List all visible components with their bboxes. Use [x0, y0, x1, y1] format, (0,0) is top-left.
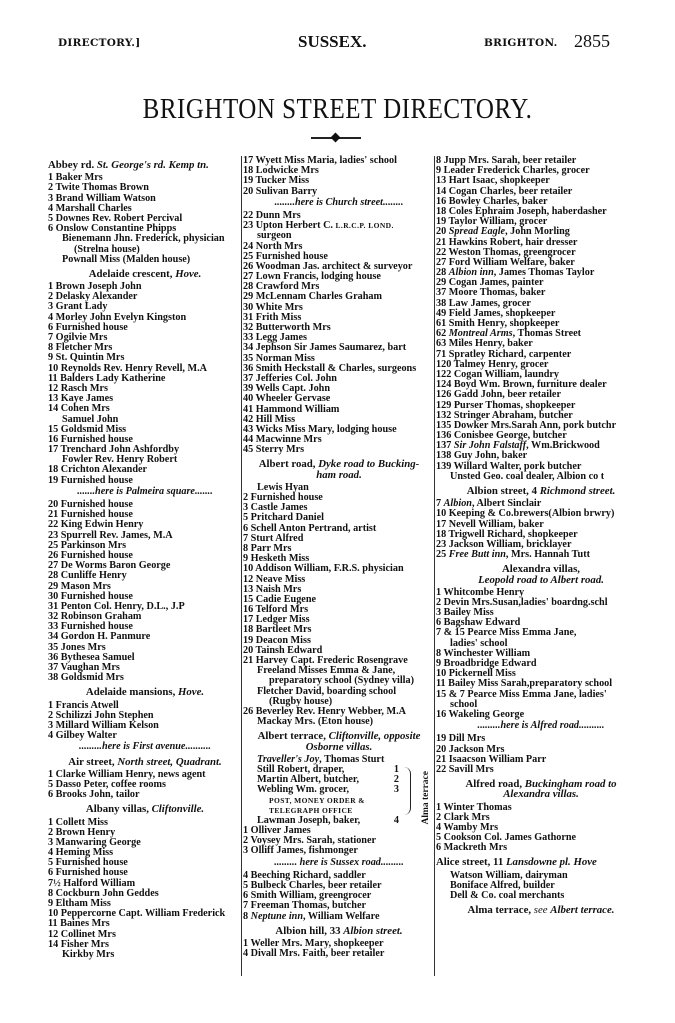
directory-entry: 36 Smith Heckstall & Charles, surgeons	[243, 362, 417, 374]
directory-entry: 4 Gilbey Walter	[48, 730, 117, 742]
directory-entry: 15 Goldsmid Miss	[48, 423, 127, 435]
street-location: Leopold road to Albert road.	[478, 573, 604, 586]
directory-entry: 23 Upton Herbert C. L.R.C.P. LOND.	[243, 220, 394, 232]
directory-entry: 28 Crawford Mrs	[243, 281, 320, 293]
directory-entry: 20 Tainsh Edward	[243, 644, 323, 656]
directory-entry: 1 Francis Atwell	[48, 699, 119, 711]
alma-terrace-entry: Still Robert, draper, 1	[257, 763, 399, 775]
column-3	[436, 156, 646, 918]
directory-entry: 26 Beverley Rev. Henry Webber, M.A	[243, 705, 406, 717]
street-heading	[243, 459, 435, 479]
directory-entry: 17 Trenchard John Ashfordby	[48, 444, 180, 456]
directory-entry: 20 Furnished house	[48, 499, 133, 511]
directory-entry: 14 Cohen Mrs	[48, 403, 110, 415]
inn-name: Neptune inn	[250, 910, 304, 922]
directory-entry: 18 Trigwell Richard, shopkeeper	[436, 528, 578, 540]
running-head-town: BRIGHTON.	[484, 37, 558, 49]
directory-entry: 37 Moore Thomas, baker	[436, 287, 546, 299]
page-number: 2855	[574, 31, 610, 51]
alma-terrace-entry: Martin Albert, butcher, 2	[257, 774, 399, 786]
directory-entry: 1 Clarke William Henry, news agent	[48, 768, 206, 780]
directory-entry: 1 Collett Miss	[48, 816, 108, 828]
directory-entry: 139 Willard Walter, pork butcher	[436, 460, 582, 472]
directory-entry: 14 Fisher Mrs	[48, 938, 109, 950]
directory-entry: 20 Jackson Mrs	[436, 743, 505, 755]
directory-entry: 44 Macwinne Mrs	[243, 434, 322, 446]
directory-entry: (Strelna house)	[74, 243, 140, 255]
directory-entry: 1 Whitcombe Henry	[436, 586, 525, 598]
directory-entry: 7 Sturt Alfred	[243, 532, 304, 544]
directory-entry: 10 Peppercorne Capt. William Frederick	[48, 908, 226, 920]
directory-entry: 6 Smith William, greengrocer	[243, 890, 372, 902]
directory-entry: 16 Furnished house	[48, 433, 133, 445]
inn-name: Albion inn	[448, 267, 494, 279]
directory-entry: Fowler Rev. Henry Robert	[62, 454, 178, 466]
cross-street-marker: .........here is Alfred road..........	[477, 720, 605, 732]
alma-terrace-entry: Lawman Joseph, baker, 4	[257, 814, 399, 826]
directory-entry: 136 Conisbee George, butcher	[436, 430, 567, 442]
directory-entry: 13 Naish Mrs	[243, 583, 302, 595]
directory-entry: 9 Broadbridge Edward	[436, 658, 537, 670]
street-name: Albion hill, 33	[275, 924, 344, 937]
directory-entry: 9 Leader Frederick Charles, grocer	[436, 165, 590, 177]
street-name: Albany villas,	[85, 803, 152, 816]
directory-entry: 62 Montreal Arms, Thomas Street	[436, 328, 582, 340]
directory-entry: 71 Spratley Richard, carpenter	[436, 348, 572, 360]
directory-entry: 3 Grant Lady	[48, 301, 108, 313]
directory-entry: 23 Jackson William, bricklayer	[436, 538, 572, 550]
directory-entry: 36 Bythesea Samuel	[48, 651, 135, 663]
directory-entry: 135 Dowker Mrs.Sarah Ann, pork butchr	[436, 419, 617, 431]
directory-entry: 6 Schell Anton Pertrand, artist	[243, 522, 377, 534]
directory-entry: 21 Furnished house	[48, 509, 133, 521]
directory-entry: 2 Clark Mrs	[436, 811, 490, 823]
directory-entry: 138 Guy John, baker	[436, 450, 528, 462]
directory-entry: 30 White Mrs	[243, 301, 303, 313]
directory-entry: 8 Jupp Mrs. Sarah, beer retailer	[436, 155, 577, 166]
street-heading	[48, 160, 242, 170]
directory-entry: 6 Mackreth Mrs	[436, 842, 508, 854]
directory-entry: 28 Albion inn, James Thomas Taylor	[436, 267, 595, 279]
directory-entry: 19 Dill Mrs	[436, 733, 486, 745]
directory-entry: 8 Fletcher Mrs	[48, 342, 113, 354]
directory-entry: 39 Wells Capt. John	[243, 383, 330, 395]
cross-street-marker: ........here is Church street........	[274, 196, 404, 208]
street-location: St. George's rd. Kemp tn.	[96, 159, 209, 171]
street-name: Alexandra villas,	[502, 563, 580, 576]
street-name: Albert terrace,	[257, 730, 329, 743]
running-head-county: SUSSEX.	[298, 32, 367, 51]
directory-entry: 18 Bartleet Mrs	[243, 624, 312, 636]
directory-entry: 21 Harvey Capt. Frederic Rosengrave	[243, 655, 408, 667]
inn-name: Albion	[443, 498, 472, 510]
street-heading-cross-reference: Alma terrace, see Albert terrace.	[467, 904, 615, 917]
directory-entry: 29 McLennam Charles Graham	[243, 291, 382, 303]
alma-terrace-label: Alma terrace	[421, 770, 431, 825]
directory-entry: 5 Bulbeck Charles, beer retailer	[243, 880, 382, 892]
directory-entry: 23 Spurrell Rev. James, M.A	[48, 529, 173, 541]
street-heading	[436, 564, 646, 584]
directory-entry: 11 Bailey Miss Sarah,preparatory school	[436, 678, 613, 690]
directory-entry: 63 Miles Henry, baker	[436, 338, 533, 350]
directory-entry: 19 Tucker Miss	[243, 175, 310, 187]
directory-entry: 122 Cogan William, laundry	[436, 368, 560, 380]
directory-entry: 4 Heming Miss	[48, 847, 114, 859]
cross-street-marker: .........here is First avenue..........	[79, 741, 211, 753]
street-heading	[48, 269, 242, 279]
directory-entry: 7 Albion, Albert Sinclair	[436, 498, 542, 510]
directory-entry: 6 Bagshaw Edward	[436, 617, 521, 629]
directory-entry: 4 Marshall Charles	[48, 202, 132, 214]
directory-entry: 7½ Halford William	[48, 877, 136, 889]
directory-entry: 2 Voysey Mrs. Sarah, stationer	[243, 835, 376, 847]
directory-entry: 34 Jephson Sir James Saumarez, bart	[243, 342, 407, 354]
directory-entry: 11 Baines Mrs	[48, 918, 110, 930]
directory-entry: Dell & Co. coal merchants	[450, 890, 565, 902]
directory-entry: 4 Divall Mrs. Faith, beer retailer	[243, 948, 385, 960]
directory-entry: Boniface Alfred, builder	[450, 879, 555, 891]
directory-entry: 5 Furnished house	[48, 857, 128, 869]
directory-entry: 24 North Mrs	[243, 240, 303, 252]
directory-entry: 13 Hart Isaac, shopkeeper	[436, 175, 550, 187]
street-name: Abbey rd.	[48, 159, 97, 171]
street-location: Lansdowne pl. Hove	[505, 856, 597, 869]
directory-entry: 12 Neave Miss	[243, 573, 306, 585]
street-location: Hove.	[178, 686, 205, 699]
directory-entry: 6 Brooks John, tailor	[48, 789, 140, 801]
directory-entry: 16 Wakeling George	[436, 708, 525, 720]
directory-entry: 49 Field James, shopkeeper	[436, 307, 556, 319]
directory-entry: 33 Furnished house	[48, 621, 133, 633]
directory-entry: 25 Parkinson Mrs	[48, 539, 127, 551]
directory-entry: 7 Freeman Thomas, butcher	[243, 900, 367, 912]
directory-entry: 38 Law James, grocer	[436, 297, 531, 309]
directory-entry: 126 Gadd John, beer retailer	[436, 389, 561, 401]
directory-entry: 14 Cogan Charles, beer retailer	[436, 185, 573, 197]
directory-entry: Samuel John	[62, 413, 119, 425]
directory-entry: 25 Furnished house	[243, 250, 328, 262]
directory-entry: 30 Furnished house	[48, 590, 133, 602]
directory-entry: 9 Hesketh Miss	[243, 553, 310, 565]
directory-entry: Mackay Mrs. (Eton house)	[257, 716, 374, 728]
directory-entry: 34 Gordon H. Panmure	[48, 631, 151, 643]
column-2	[243, 156, 435, 959]
running-head-left: DIRECTORY.]	[58, 37, 141, 49]
directory-entry: 26 Furnished house	[48, 549, 133, 561]
directory-entry: 35 Jones Mrs	[48, 641, 106, 653]
directory-entry: 7 Ogilvie Mrs	[48, 332, 108, 344]
directory-entry: 20 Spread Eagle, John Morling	[436, 226, 570, 238]
street-location: Hove.	[175, 267, 202, 280]
directory-entry: 10 Pickernell Miss	[436, 668, 516, 680]
directory-entry: 21 Isaacson William Parr	[436, 753, 547, 765]
street-heading	[436, 779, 646, 799]
directory-entry: 10 Keeping & Co.brewers(Albion brwry)	[436, 508, 615, 520]
diamond-ornament-icon	[331, 133, 341, 143]
street-location-cont: Alexandra villas.	[503, 788, 579, 801]
directory-entry: 29 Mason Mrs	[48, 580, 111, 592]
directory-entry: ladies' school	[450, 637, 508, 649]
directory-entry: 2 Schilizzi John Stephen	[48, 709, 154, 721]
directory-entry: 17 Wyett Miss Maria, ladies' school	[243, 155, 397, 166]
street-name: Air street,	[68, 755, 118, 768]
directory-entry: 45 Sterry Mrs	[243, 444, 305, 456]
directory-entry: 8 Cockburn John Geddes	[48, 887, 159, 899]
inn-name: Montreal Arms	[448, 328, 513, 340]
street-location: North street, Quadrant.	[117, 755, 222, 768]
directory-entry: 1 Baker Mrs	[48, 172, 103, 184]
street-location: Cliftonville, opposite	[328, 730, 421, 743]
street-name: Alice street, 11	[436, 856, 506, 869]
directory-entry: 6 Furnished house	[48, 321, 128, 333]
directory-entry: 8 Neptune inn, William Welfare	[243, 910, 380, 922]
directory-entry: 26 Woodman Jas. architect & surveyor	[243, 260, 413, 272]
directory-entry: 22 Dunn Mrs	[243, 209, 301, 221]
directory-entry: 38 Goldsmid Mrs	[48, 672, 124, 684]
directory-entry: 4 Morley John Evelyn Kingston	[48, 311, 187, 323]
directory-entry: 27 De Worms Baron George	[48, 560, 171, 572]
directory-entry: 10 Addison William, F.R.S. physician	[243, 563, 404, 575]
street-name: Albion street, 4	[466, 485, 540, 497]
street-location-cont: Osborne villas.	[305, 740, 373, 753]
street-location-cont: ham road.	[316, 468, 362, 481]
directory-entry: Kirkby Mrs	[62, 948, 115, 960]
street-heading	[243, 926, 435, 936]
directory-entry: 16 Bowley Charles, baker	[436, 195, 548, 207]
directory-entry: 28 Cunliffe Henry	[48, 570, 127, 582]
street-name: Adelaide mansions,	[85, 686, 178, 699]
directory-entry: 6 Onslow Constantine Phipps	[48, 223, 177, 235]
directory-entry: 41 Hammond William	[243, 403, 340, 415]
directory-entry: 5 Cookson Col. James Gathorne	[436, 832, 577, 844]
street-location: Albion street.	[343, 924, 403, 937]
directory-entry: 31 Frith Miss	[243, 311, 302, 323]
directory-entry: 8 Winchester William	[436, 647, 531, 659]
directory-entry: 124 Boyd Wm. Brown, furniture dealer	[436, 379, 607, 391]
directory-entry: 43 Wicks Miss Mary, lodging house	[243, 423, 397, 435]
directory-entry: 2 Twite Thomas Brown	[48, 182, 149, 194]
directory-entry: 17 Ledger Miss	[243, 614, 310, 626]
directory-entry: 3 Bailey Miss	[436, 607, 494, 619]
directory-entry: 7 & 15 Pearce Miss Emma Jane,	[436, 627, 577, 639]
directory-entry: Watson William, dairyman	[450, 869, 568, 881]
directory-entry: 3 Olliff James, fishmonger	[243, 845, 358, 857]
directory-entry: 22 King Edwin Henry	[48, 519, 144, 531]
running-head	[0, 32, 675, 56]
directory-entry: Traveller's Joy, Thomas Sturt	[257, 753, 385, 765]
directory-entry: 18 Coles Ephraim Joseph, haberdasher	[436, 205, 607, 217]
directory-entry: 120 Talmey Henry, grocer	[436, 358, 549, 370]
street-heading	[436, 857, 646, 867]
directory-entry: 27 Lown Francis, lodging house	[243, 271, 381, 283]
alma-terrace-entry: TELEGRAPH OFFICE	[269, 805, 353, 815]
street-heading	[48, 757, 242, 767]
directory-entry: 21 Hawkins Robert, hair dresser	[436, 236, 578, 248]
directory-entry: 42 Hill Miss	[243, 413, 296, 425]
directory-entry: Bienemann Jhn. Frederick, physician	[62, 233, 225, 245]
ornament-divider	[311, 135, 361, 141]
directory-entry: Unsted Geo. coal dealer, Albion co t	[450, 470, 605, 482]
street-location: Richmond street.	[539, 485, 616, 497]
directory-entry: Pownall Miss (Malden house)	[62, 253, 191, 265]
alma-terrace-entry: Webling Wm. grocer, 3	[257, 784, 399, 796]
directory-entry: 19 Deacon Miss	[243, 634, 311, 646]
cross-street-marker: ......... here is Sussex road.........	[274, 856, 404, 868]
directory-entry: 2 Furnished house	[243, 492, 323, 504]
alma-terrace-group	[243, 755, 435, 826]
directory-entry: 4 Wamby Mrs	[436, 821, 499, 833]
directory-entry: 35 Norman Miss	[243, 352, 315, 364]
directory-entry: 37 Vaughan Mrs	[48, 662, 120, 674]
directory-entry: 5 Pritchard Daniel	[243, 512, 324, 524]
brace-icon	[404, 767, 411, 815]
directory-entry: 2 Delasky Alexander	[48, 291, 138, 303]
directory-entry: 12 Collinet Mrs	[48, 928, 116, 940]
directory-entry: 20 Sulivan Barry	[243, 185, 318, 197]
directory-entry: 3 Manwaring George	[48, 836, 141, 848]
directory-entry: Freeland Misses Emma & Jane,	[257, 665, 396, 677]
directory-entry: 2 Devin Mrs.Susan,ladies' boardng.schl	[436, 596, 608, 608]
directory-entry: Fletcher David, boarding school	[257, 685, 397, 697]
directory-entry: 1 Winter Thomas	[436, 801, 512, 813]
directory-entry: 19 Taylor William, grocer	[436, 216, 548, 228]
street-location: Buckingham road to	[524, 778, 617, 791]
street-heading	[48, 804, 242, 814]
directory-entry: 27 Ford William Welfare, baker	[436, 256, 575, 268]
cross-street-marker: .......here is Palmeira square.......	[77, 485, 213, 497]
directory-entry: 18 Lodwicke Mrs	[243, 165, 319, 177]
directory-entry: 18 Crichton Alexander	[48, 464, 148, 476]
directory-entry: 17 Nevell William, baker	[436, 518, 544, 530]
directory-entry: 5 Dasso Peter, coffee rooms	[48, 778, 166, 790]
inn-name: Traveller's Joy	[257, 753, 320, 765]
street-heading	[243, 731, 435, 751]
directory-entry: 132 Stringer Abraham, butcher	[436, 409, 573, 421]
directory-entry: 1 Olliver James	[243, 825, 311, 837]
directory-entry: 4 Beeching Richard, saddler	[243, 869, 366, 881]
inn-name: Free Butt inn	[448, 549, 506, 561]
street-name: Albert road,	[258, 458, 319, 471]
street-location: Cliftonville.	[151, 803, 205, 816]
directory-entry: 32 Robinson Graham	[48, 611, 142, 623]
directory-entry: 11 Balders Lady Katherine	[48, 372, 166, 384]
directory-entry: 9 St. Quintin Mrs	[48, 352, 125, 364]
directory-entry: 129 Purser Thomas, shopkeeper	[436, 399, 576, 411]
directory-entry: 15 Cadie Eugene	[243, 593, 317, 605]
directory-entry: preparatory school (Sydney villa)	[269, 675, 414, 687]
directory-entry: 31 Penton Col. Henry, D.L., J.P	[48, 600, 185, 612]
street-name: Adelaide crescent,	[88, 267, 176, 280]
directory-entry: 37 Jefferies Col. John	[243, 372, 337, 384]
directory-entry: 32 Butterworth Mrs	[243, 322, 331, 334]
directory-entry: 137 Sir John Falstaff, Wm.Brickwood	[436, 440, 600, 452]
directory-entry: 33 Legg James	[243, 332, 307, 344]
directory-entry: 10 Reynolds Rev. Henry Revell, M.A	[48, 362, 208, 374]
directory-entry: 3 Brand William Watson	[48, 192, 156, 204]
directory-entry: 22 Savill Mrs	[436, 763, 494, 775]
directory-entry: 25 Free Butt inn, Mrs. Hannah Tutt	[436, 549, 590, 561]
directory-entry: 2 Brown Henry	[48, 826, 116, 838]
directory-entry: 12 Rasch Mrs	[48, 382, 108, 394]
inn-name: Spread Eagle	[448, 226, 506, 238]
directory-entry: 15 & 7 Pearce Miss Emma Jane, ladies'	[436, 688, 607, 700]
alma-terrace-entry: POST, MONEY ORDER &	[269, 795, 365, 805]
directory-entry: 9 Eltham Miss	[48, 898, 111, 910]
directory-entry: school	[450, 698, 478, 710]
directory-entry: 5 Downes Rev. Robert Percival	[48, 212, 183, 224]
directory-entry: 40 Wheeler Gervase	[243, 393, 331, 405]
street-name: Alfred road,	[465, 778, 525, 791]
directory-entry: Lewis Hyan	[257, 481, 309, 493]
directory-entry: 3 Millard William Kelson	[48, 720, 159, 731]
directory-entry: 8 Parr Mrs	[243, 542, 292, 554]
street-heading	[48, 687, 242, 697]
directory-entry: (Rugby house)	[269, 695, 333, 707]
street-heading	[436, 486, 646, 496]
directory-entry: surgeon	[257, 230, 292, 242]
page-title: BRIGHTON STREET DIRECTORY.	[142, 93, 533, 125]
directory-entry: 6 Furnished house	[48, 867, 128, 879]
directory-entry: 16 Telford Mrs	[243, 604, 309, 616]
directory-entry: 61 Smith Henry, shopkeeper	[436, 318, 560, 329]
inn-name: Sir John Falstaff	[453, 440, 527, 452]
directory-entry: 29 Cogan James, painter	[436, 277, 544, 289]
street-location: Dyke road to Bucking-	[318, 458, 420, 471]
directory-entry: 1 Weller Mrs. Mary, shopkeeper	[243, 937, 384, 949]
directory-entry: 22 Weston Thomas, greengrocer	[436, 246, 576, 258]
directory-entry: 19 Furnished house	[48, 474, 133, 486]
directory-entry: 3 Castle James	[243, 502, 308, 514]
directory-entry: 1 Brown Joseph John	[48, 281, 142, 293]
column-1	[48, 156, 242, 960]
directory-entry: 13 Kaye James	[48, 393, 114, 405]
